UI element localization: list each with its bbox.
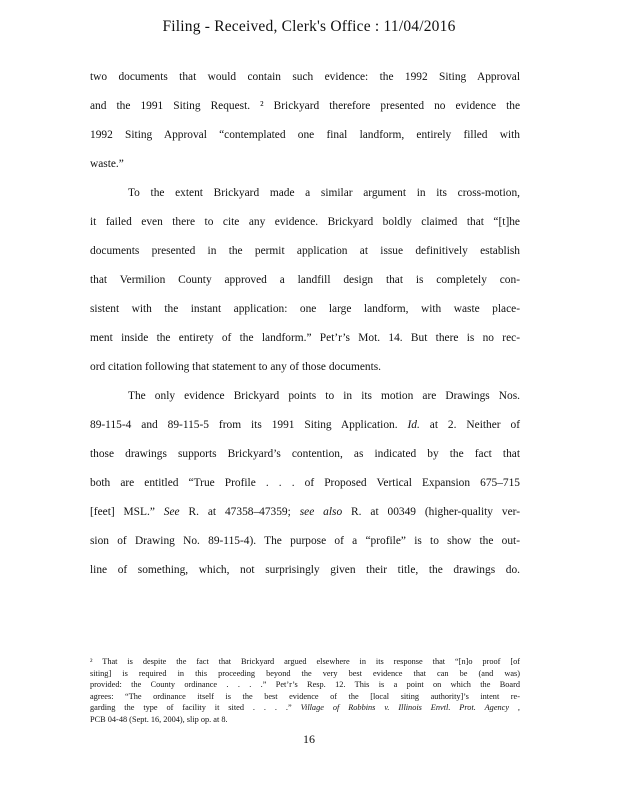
body-line: two documents that would contain such evidence: the 1992 Siting Approval [90, 71, 520, 83]
body-line [90, 416, 520, 445]
body-text-run: at 2. Neither of [419, 419, 520, 431]
body-line: documents presented in the permit application at issue definitively establish [90, 245, 520, 257]
page-number: 16 [303, 732, 315, 746]
footnote-text-run: garding the type of facility it sited . . . .” [90, 703, 301, 713]
footnote-line [90, 702, 520, 714]
body-line: ord citation following that statement to any of those documents. [90, 361, 382, 373]
footnote-line: PCB 04-48 (Sept. 16, 2004), slip op. at 8. [90, 714, 228, 724]
citation-italic: Id. [407, 419, 420, 431]
body-text [90, 68, 520, 590]
body-line: it failed even there to cite any evidence. Brickyard boldly claimed that “[t]he [90, 216, 520, 228]
body-line: 1992 Siting Approval “contemplated one final landform, entirely filled with [90, 129, 520, 141]
body-line: those drawings supports Brickyard’s contention, as indicated by the fact that [90, 448, 520, 460]
body-text-run: [feet] MSL.” [90, 506, 164, 518]
body-line: and the 1991 Siting Request. ² Brickyard therefore presented no evidence the [90, 100, 520, 112]
case-name-italic: Village of Robbins v. Illinois Envtl. Prot. Agency [300, 703, 510, 713]
footnote-line: siting] is required in this proceeding beyond the very best evidence that can be (and was) [90, 668, 520, 678]
filing-header: Filing - Received, Clerk's Office : 11/04/2016 [162, 18, 456, 35]
body-text-run: R. at 00349 (higher-quality ver- [342, 506, 520, 518]
body-text-run: 89-115-4 and 89-115-5 from its 1991 Siting Application. [90, 419, 408, 431]
citation-italic: See [163, 506, 180, 518]
body-line: line of something, which, not surprisingly given their title, the drawings do. [90, 564, 520, 576]
body-line: sion of Drawing No. 89-115-4). The purpose of a “profile” is to show the out- [90, 535, 520, 547]
body-text-run: R. at 47358–47359; [179, 506, 300, 518]
body-line: The only evidence Brickyard points to in its motion are Drawings Nos. [128, 390, 520, 402]
footnotes [90, 656, 520, 726]
footnote-line: ² That is despite the fact that Brickyard argued elsewhere in its response that “[n]o proof [of [90, 657, 520, 666]
body-line: both are entitled “True Profile . . . of Proposed Vertical Expansion 675–715 [90, 477, 520, 489]
citation-italic: see also [299, 506, 343, 518]
body-line: that Vermilion County approved a landfill design that is completely con- [90, 274, 520, 286]
footnote-text-run: , [509, 703, 521, 713]
footnote-line: agrees: “The ordinance itself is the best evidence of the [local siting authority]’s intent re- [90, 691, 520, 701]
body-line [90, 503, 520, 532]
body-line: To the extent Brickyard made a similar argument in its cross-motion, [128, 187, 520, 199]
footnote-line: provided: the County ordinance . . . .” Pet’r’s Resp. 12. This is a point on which the Board [90, 680, 520, 690]
body-line: sistent with the instant application: one large landform, with waste place- [90, 303, 520, 315]
body-line: ment inside the entirety of the landform.” Pet’r’s Mot. 14. But there is no rec- [90, 332, 520, 344]
body-line: waste.” [90, 158, 124, 170]
